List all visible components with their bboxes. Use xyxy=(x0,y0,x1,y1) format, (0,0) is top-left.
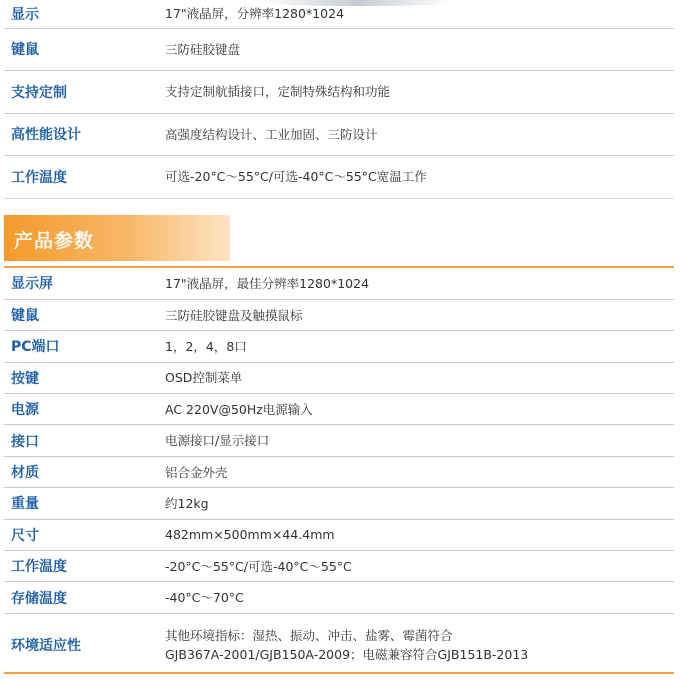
param-value: 三防硅胶键盘及触摸鼠标 xyxy=(165,307,303,323)
table-row xyxy=(4,28,674,71)
spec-value: 可选-20°C～55°C/可选-40°C～55°C宽温工作 xyxy=(165,169,427,185)
env-line-1: 其他环境指标：湿热、振动、冲击、盐雾、霉菌符合 xyxy=(165,628,453,644)
table-row xyxy=(4,582,674,613)
spec-value: 支持定制航插接口，定制特殊结构和功能 xyxy=(165,84,391,100)
table-row xyxy=(4,156,674,199)
param-label: 材质 xyxy=(11,465,39,482)
section-title: 产品参数 xyxy=(14,230,95,252)
table-row xyxy=(4,613,674,676)
param-value xyxy=(165,613,674,676)
param-label: 电源 xyxy=(11,402,39,419)
param-label: 工作温度 xyxy=(11,559,67,576)
param-label: 显示屏 xyxy=(11,276,53,293)
param-value: 铝合金外壳 xyxy=(165,464,228,480)
feature-table xyxy=(4,0,674,199)
table-row xyxy=(4,362,674,393)
param-label: 键鼠 xyxy=(11,308,39,325)
param-value: 482mm×500mm×44.4mm xyxy=(165,527,335,543)
table-row xyxy=(4,394,674,425)
param-label: 环境适应性 xyxy=(11,638,81,655)
spec-value: 三防硅胶键盘 xyxy=(165,41,241,57)
bottom-divider xyxy=(4,672,674,674)
param-label: 按键 xyxy=(11,370,39,387)
table-row xyxy=(4,519,674,550)
param-label: 接口 xyxy=(11,433,39,450)
param-value: -40°C～70°C xyxy=(165,590,244,606)
spec-label: 支持定制 xyxy=(11,84,67,101)
param-value: OSD控制菜单 xyxy=(165,370,243,386)
param-value: 1，2，4，8口 xyxy=(165,338,247,354)
spec-label: 显示 xyxy=(11,6,39,23)
table-row xyxy=(4,331,674,362)
spec-label: 高性能设计 xyxy=(11,127,81,144)
table-row xyxy=(4,488,674,519)
params-table xyxy=(4,268,674,676)
spec-label: 工作温度 xyxy=(11,169,67,186)
table-row xyxy=(4,113,674,156)
env-line-2: GJB367A-2001/GJB150A-2009；电磁兼容符合GJB151B-2013 xyxy=(165,647,529,663)
spec-value: 17"液晶屏，分辨率1280*1024 xyxy=(165,6,345,22)
table-row xyxy=(4,71,674,114)
section-banner xyxy=(4,215,230,261)
param-label: 尺寸 xyxy=(11,527,39,544)
table-row xyxy=(4,425,674,456)
table-row xyxy=(4,268,674,299)
param-value: 电源接口/显示接口 xyxy=(165,433,270,449)
table-row xyxy=(4,299,674,330)
param-value: -20°C～55°C/可选-40°C～55°C xyxy=(165,558,352,574)
table-row xyxy=(4,0,674,28)
table-row xyxy=(4,456,674,487)
table-row xyxy=(4,551,674,582)
spec-label: 键鼠 xyxy=(11,42,39,59)
param-value: 17"液晶屏，最佳分辨率1280*1024 xyxy=(165,275,370,291)
param-label: PC端口 xyxy=(11,339,60,356)
param-label: 存储温度 xyxy=(11,590,67,607)
param-value: AC 220V@50Hz电源输入 xyxy=(165,401,313,417)
spec-value: 高强度结构设计、工业加固、三防设计 xyxy=(165,126,378,142)
param-value: 约12kg xyxy=(165,495,209,511)
param-label: 重量 xyxy=(11,496,39,513)
